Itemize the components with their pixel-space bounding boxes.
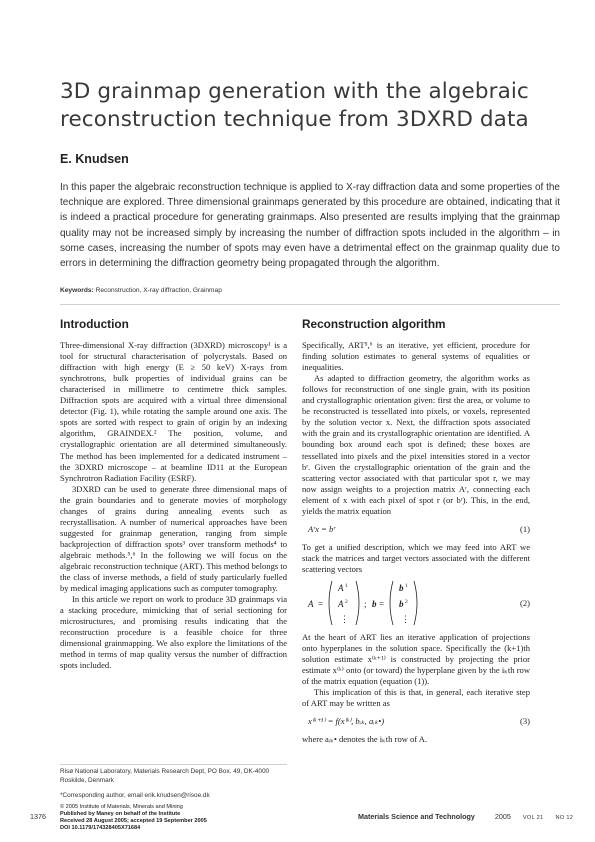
left-column [60,317,287,671]
journal-issue: NO 12 [555,815,574,821]
recon-paragraph: At the heart of ART lies an iterative application of projections onto hyperplanes in the solution space. Specifically the (k+1)th solution estimate x⁽ᵏ⁺¹⁾ is constructed by projecting the prior estimate x⁽ᵏ⁾ onto (or toward) the hyperplane given by the iₖth row of the matrix equation (equation (1)). [302,631,530,687]
svg-text:1: 1 [345,582,348,589]
imprint-publisher: Published by Maney on behalf of the Institute [60,811,181,817]
svg-text:;: ; [364,598,367,609]
intro-paragraph: In this article we report on work to produce 3D grainmaps via a stacking procedure, mimicking that of serial sectioning for microstructures, and promising results indicating that the reconstruction procedure is a feasible choice for three dimensional grainmapping. We also explore the limitations of the method in terms of map quality versus the number of diffraction spots included. [60,594,287,671]
recon-paragraph: Specifically, ART⁵,⁶ is an iterative, yet efficient, procedure for finding solution estimates to general systems of equalities or inequalities. [302,340,530,373]
svg-text:⋮: ⋮ [401,613,410,624]
recon-paragraph: This implication of this is that, in general, each iterative step of ART may be written as [302,687,530,709]
svg-text:⋮: ⋮ [340,613,349,624]
footnote-rule [60,764,287,765]
imprint-copyright: © 2005 Institute of Materials, Minerals and Mining [60,803,183,810]
equation-1-body: Aʳx = bʳ [308,523,336,534]
journal-year: 2005 [494,812,511,821]
section-divider [60,304,560,305]
right-column [302,317,530,745]
page-number: 1376 [30,812,46,821]
footnote-corresponding: *Corresponding author, email erik.knudsen@risoe.dk [60,792,210,799]
svg-text:2: 2 [405,598,408,605]
heading-reconstruction-algorithm: Reconstruction algorithm [302,317,446,331]
recon-paragraph: As adapted to diffraction geometry, the algorithm works as follows for reconstruction of one single grain, with its position and crystallographic orientation given: first the area, or volume to be reconstructed is tessellated into pixels, or voxels, represented by the solution vector x. Next, the diffraction spots associated with the grain and its crystallographic orientation are identified. A bounding box around each spot is defined; these boxes are tessellated into pixels and the pixel intensities stored in a vector bʳ. Given the crystallographic orientation of the grain and the scattering vector associated with that particular spot r, we may now assign weights to a projection matrix Aʳ, connecting each element of x with each pixel of spot r (or bʳ). This, in the end, yields the matrix equation [302,373,530,516]
equation-1 [302,522,530,538]
journal-volume: VOL 21 [522,815,544,821]
equation-3-number: (3) [520,716,530,727]
equation-1-number: (1) [520,523,530,534]
svg-text:A: A [338,582,344,593]
svg-text:=: = [318,598,324,609]
imprint-received: Received 28 August 2005; accepted 19 September 2005 [60,818,207,825]
recon-paragraph: where aᵢₖ• denotes the iₖth row of A. [302,734,428,745]
author-name: E. Knudsen [60,152,129,166]
svg-text:b: b [399,582,404,593]
imprint-doi: DOI 10.1179/174328405X71684 [60,825,141,832]
journal-name: Materials Science and Technology [358,812,475,821]
svg-text:A: A [308,598,314,609]
equation-2-number: (2) [520,597,530,608]
intro-paragraph: 3DXRD can be used to generate three dimensional maps of the grain boundaries and to generate movies of morphology changes of grains during annealing events such as recrystallisation. A number of numerical approaches have been suggested for grainmap generation, ranging from simple backprojection of diffraction spots³ over transform methods⁴ to algebraic methods.⁵,⁶ In the following we will focus on the algebraic reconstruction technique (ART). This method belongs to the class of inverse methods, a field of study particularly fuelled by medical imaging applications such as computer tomography. [60,483,287,594]
keywords-text: Reconstruction, X-ray diffraction, Grainmap [95,287,222,294]
keywords-label: Keywords: [60,287,94,294]
footnote-affiliation: Risø National Laboratory, Materials Research Dept, PO Box. 49, DK-4000 Roskilde, Denmark [60,768,270,784]
equation-3 [302,714,530,730]
svg-text:1: 1 [405,582,408,589]
heading-introduction: Introduction [60,317,129,331]
svg-text:b: b [399,598,404,609]
svg-text:b: b [372,598,377,609]
svg-text:A: A [338,598,344,609]
abstract: In this paper the algebraic reconstruction technique is applied to X-ray diffraction data and some properties of the technique are explored. Three dimensional grainmaps generated by this procedure are obtained, indicating that it is indeed a practical procedure for generating grainmaps. Also presented are results implying that the grainmap quality may not be increased simply by increasing the number of diffraction spots included in the algorithm – in some cases, increasing the number of spots may even have a detrimental effect on the grainmap quality due to errors in determining the diffraction geometry being propagated through the algorithm. [60,182,560,270]
intro-paragraph: Three-dimensional X-ray diffraction (3DXRD) microscopy¹ is a tool for structural characterisation of polycrystals. Based on diffraction with high energy (E ≥ 50 keV) X-rays from synchrotrons, bulk properties of individual grains can be characterised in millimetre to centimetre thick samples. Diffraction spots are acquired with a virtual three dimensional detector (Fig. 1), while rotating the sample around one axis. The spots are sorted with respect to grain of origin by an indexing algorithm, GRAINDEX.² The position, volume, and crystallographic orientation are all determined simultaneously. The method has been implemented for a dedicated instrument – the 3DXRD microscope – at beamline ID11 at the European Synchrotron Radiation Facility (ESRF). [60,340,287,483]
svg-text:2: 2 [345,598,348,605]
keywords [60,287,222,294]
equation-2-matrix [302,578,530,628]
article-title: 3D grainmap generation with the algebraic reconstruction technique from 3DXRD data [60,79,529,132]
recon-paragraph: To get a unified description, which we may feed into ART we stack the matrices and target vectors associated with the different scattering vectors [302,541,530,574]
imprint [60,792,210,833]
equation-2 [302,578,530,628]
svg-text:=: = [379,598,385,609]
journal-footer [358,812,573,821]
equation-3-body: x⁽ᵏ⁺¹⁾ = f(x⁽ᵏ⁾, bᵢₖ, aᵢₖ•) [308,716,385,727]
